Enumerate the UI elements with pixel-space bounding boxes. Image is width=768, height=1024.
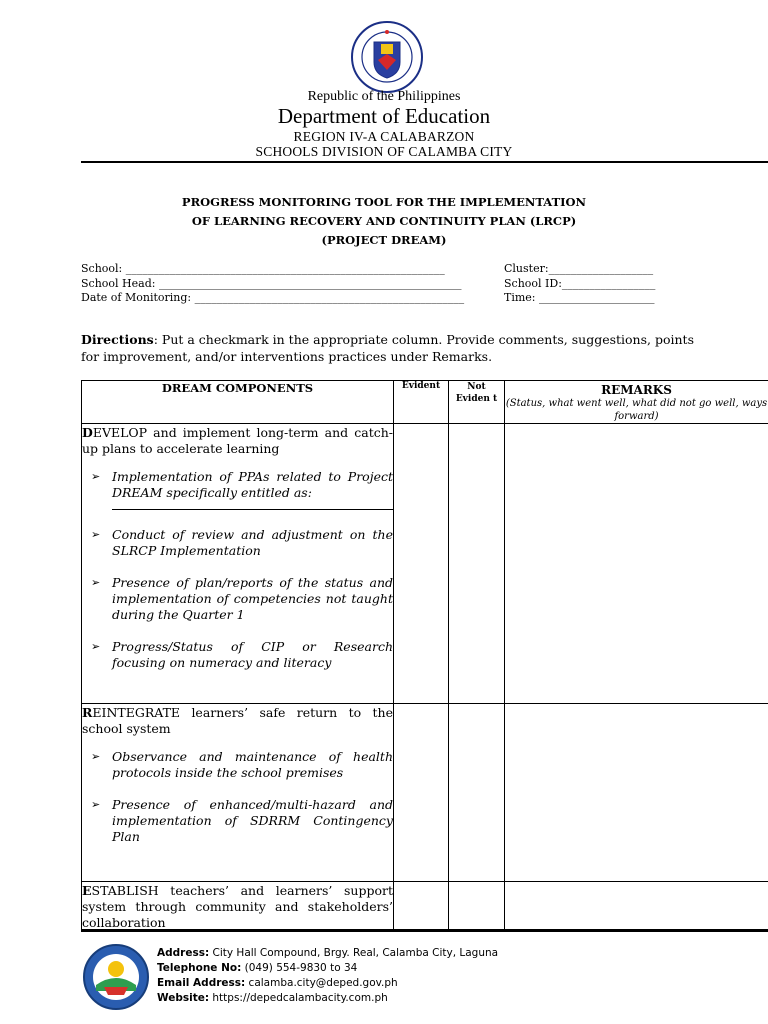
time-label: Time: — [504, 291, 536, 304]
footer-divider — [81, 929, 768, 931]
department-title: Department of Education — [277, 104, 491, 128]
arrow-bullet-icon: ➢ — [91, 576, 101, 589]
footer-website: Website: https://depedcalambacity.com.ph — [157, 992, 388, 1004]
directions-text — [81, 331, 694, 365]
component-lead: EINTEGRATE learners’ safe return to the school system — [82, 705, 393, 736]
division-line: SCHOOLS DIVISION OF CALAMBA CITY — [255, 144, 513, 159]
table-header-row — [82, 381, 768, 424]
indicator-list — [82, 749, 393, 845]
school-id-label: School ID: — [504, 276, 562, 290]
directions-body: : Put a checkmark in the appropriate column. Provide comments, suggestions, points for improvement, and/or interventions practices under Remarks. — [81, 332, 694, 364]
component-lead: EVELOP and implement long-term and catch-up plans to accelerate learning — [82, 425, 393, 456]
component-initial: D — [82, 425, 93, 440]
list-item: ➢ Progress/Status of CIP or Research focusing on numeracy and literacy — [91, 639, 393, 670]
remarks-cell[interactable] — [505, 704, 768, 882]
component-reintegrate — [82, 704, 394, 882]
document-title — [0, 193, 768, 250]
title-blank-field[interactable] — [112, 501, 393, 510]
arrow-bullet-icon: ➢ — [91, 750, 101, 763]
directions-label: Directions — [81, 332, 154, 347]
remarks-subtitle: (Status, what went well, what did not go well, ways forward) — [505, 398, 768, 422]
remarks-cell[interactable] — [505, 882, 768, 932]
school-head-label: School Head: — [81, 276, 156, 290]
evident-checkbox-cell[interactable] — [394, 704, 449, 882]
arrow-bullet-icon: ➢ — [91, 470, 101, 483]
title-line-1: PROGRESS MONITORING TOOL FOR THE IMPLEMENTATION — [181, 195, 587, 209]
footer-address: Address: City Hall Compound, Brgy. Real, Calamba City, Laguna — [157, 947, 499, 959]
not-evident-checkbox-cell[interactable] — [449, 882, 505, 932]
title-line-3: (PROJECT DREAM) — [321, 233, 447, 247]
component-initial: R — [82, 705, 93, 720]
not-evident-checkbox-cell[interactable] — [449, 424, 505, 704]
header-evident: Evident — [394, 381, 449, 424]
date-label: Date of Monitoring: — [81, 291, 192, 304]
list-item: ➢ Implementation of PPAs related to Project DREAM specifically entitled as: — [82, 469, 393, 510]
title-line-2: OF LEARNING RECOVERY AND CONTINUITY PLAN (LRCP) — [191, 214, 577, 228]
arrow-bullet-icon: ➢ — [91, 528, 101, 541]
list-item: ➢ Presence of enhanced/multi-hazard and implementation of SDRRM Contingency Plan — [91, 797, 393, 844]
email-link[interactable]: calamba.city@deped.gov.ph — [245, 977, 398, 989]
remarks-cell[interactable] — [505, 424, 768, 704]
table-row — [82, 424, 768, 704]
arrow-bullet-icon: ➢ — [91, 798, 101, 811]
cluster-field[interactable]: ___________________ — [548, 262, 654, 275]
component-develop — [82, 424, 394, 704]
sdo-calamba-logo-icon — [82, 943, 150, 1011]
school-id-field[interactable]: _________________ — [561, 276, 656, 290]
header-divider — [81, 161, 768, 163]
footer-contact — [157, 946, 498, 1006]
deped-seal-icon — [350, 20, 424, 94]
evident-checkbox-cell[interactable] — [394, 882, 449, 932]
header-not-evident: Not Eviden t — [449, 381, 505, 424]
header-remarks — [505, 381, 768, 424]
list-item: ➢ Observance and maintenance of health protocols inside the school premises — [91, 749, 393, 780]
school-label: School: — [81, 262, 123, 275]
evident-checkbox-cell[interactable] — [394, 424, 449, 704]
website-link[interactable]: https://depedcalambacity.com.ph — [209, 992, 388, 1004]
time-field[interactable]: _____________________ — [539, 291, 655, 304]
republic-line: Republic of the Philippines — [307, 89, 461, 104]
arrow-bullet-icon: ➢ — [91, 640, 101, 653]
monitoring-table — [81, 380, 768, 932]
list-item: ➢ Presence of plan/reports of the status and implementation of competencies not taught during the Quarter 1 — [91, 575, 393, 622]
school-head-field[interactable]: _______________________________________________________ — [158, 276, 462, 290]
indicator-list — [82, 469, 393, 671]
header-dream-components: DREAM COMPONENTS — [82, 381, 394, 424]
form-row-date — [81, 291, 691, 306]
component-initial: E — [82, 883, 92, 898]
remarks-title: REMARKS — [601, 383, 672, 397]
component-lead: STABLISH teachers’ and learners’ support system through community and stakeholders’ collaboration — [82, 883, 393, 930]
footer-email: Email Address: calamba.city@deped.gov.ph — [157, 977, 398, 989]
school-field[interactable]: __________________________________________________________ — [125, 262, 445, 275]
list-item: ➢ Conduct of review and adjustment on the SLRCP Implementation — [91, 527, 393, 558]
component-establish — [82, 882, 394, 932]
school-info-form — [81, 262, 691, 306]
table-row — [82, 882, 768, 932]
cluster-label: Cluster: — [504, 262, 549, 275]
footer-telephone: Telephone No: (049) 554-9830 to 34 — [157, 962, 358, 974]
form-row-head — [81, 277, 691, 292]
region-line: REGION IV-A CALABARZON — [293, 129, 475, 144]
not-evident-checkbox-cell[interactable] — [449, 704, 505, 882]
form-row-school — [81, 262, 691, 277]
date-field[interactable]: _________________________________________________ — [194, 291, 465, 304]
table-row — [82, 704, 768, 882]
